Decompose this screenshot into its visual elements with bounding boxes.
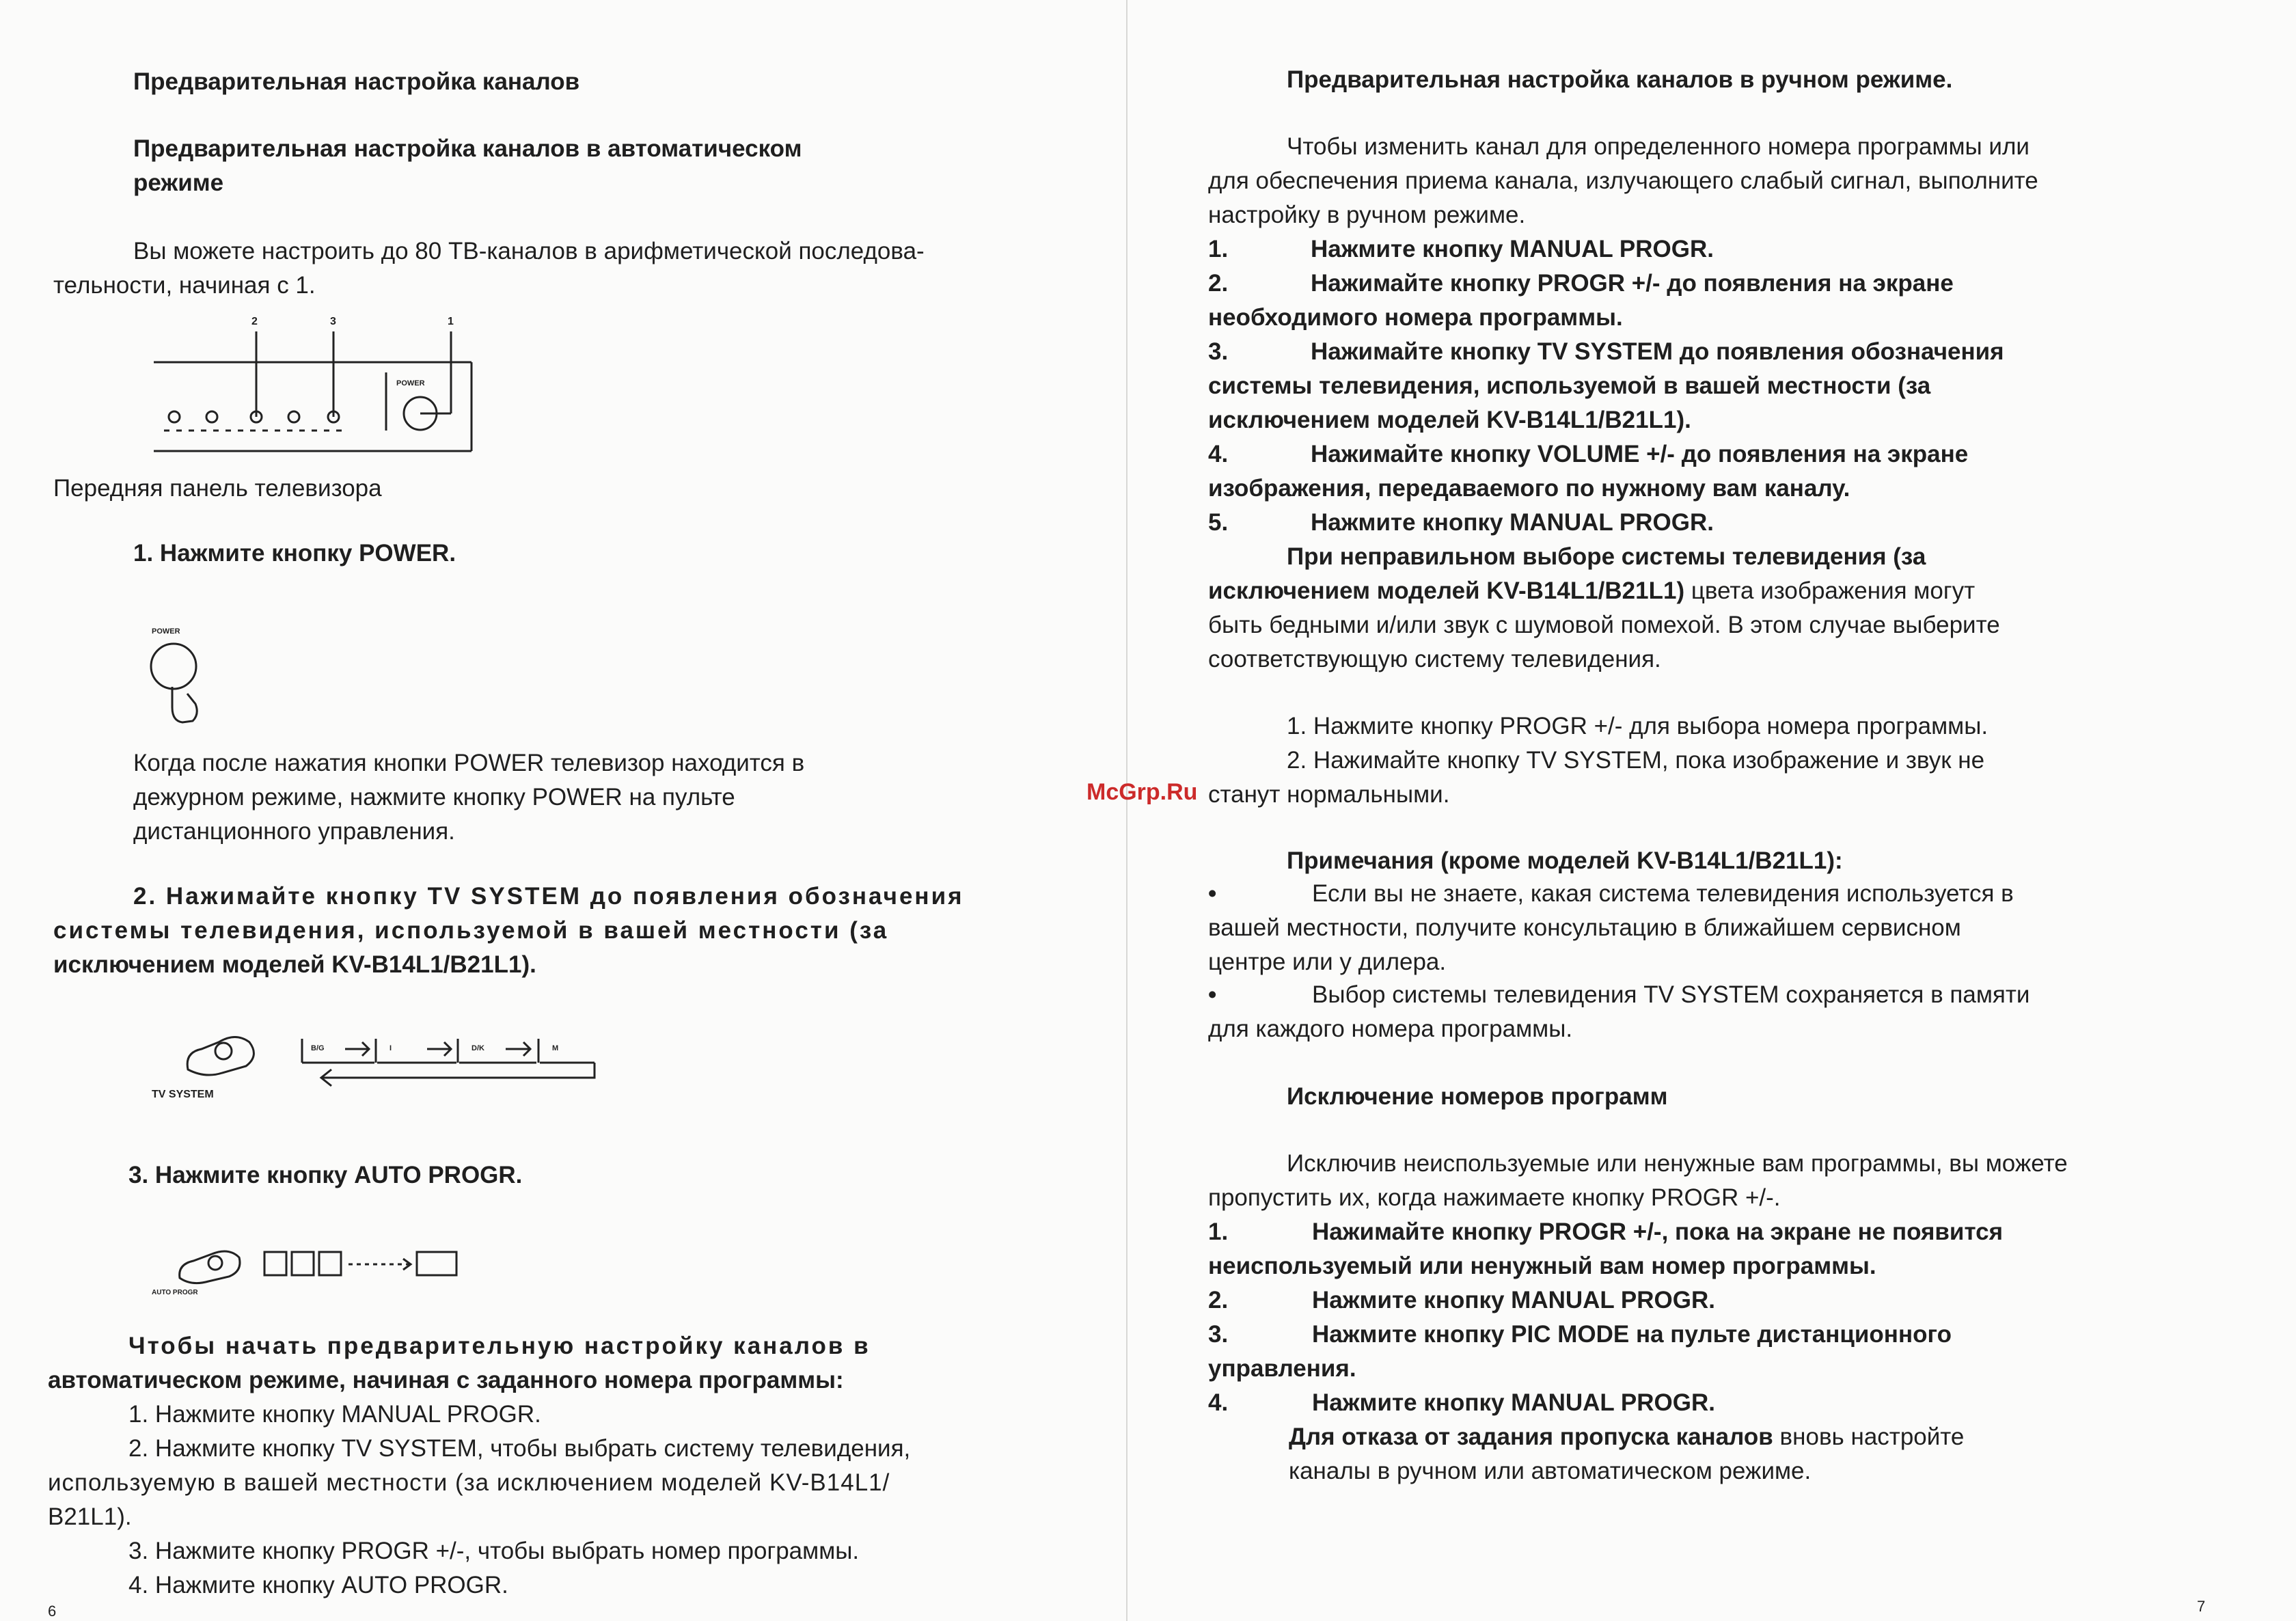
- manual-step-3-cont: системы телевидения, используемой в вашей местности (за: [1208, 372, 1931, 399]
- manual-step-2: 2. Нажмите кнопку TV SYSTEM, чтобы выбрать систему телевидения,: [128, 1435, 911, 1462]
- step-3-heading: 3. Нажмите кнопку AUTO PROGR.: [128, 1162, 523, 1188]
- tv-system-hand-icon: [181, 1032, 263, 1087]
- bullet: •: [1208, 981, 1217, 1008]
- sequence-item-bg: B/G: [311, 1044, 325, 1052]
- manual-step-5: Нажмите кнопку MANUAL PROGR.: [1311, 509, 1714, 536]
- power-button-icon: [145, 639, 206, 728]
- power-note: Когда после нажатия кнопки POWER телевизор находится в: [133, 750, 805, 776]
- manual-step-2-cont: необходимого номера программы.: [1208, 304, 1623, 331]
- manual-step-4-cont: изображения, передаваемого по нужному вам каналу.: [1208, 475, 1850, 502]
- subsection-title-cont: режиме: [133, 169, 224, 196]
- exclusion-step-1-cont: неиспользуемый или ненужный вам номер программы.: [1208, 1253, 1876, 1279]
- step-2-heading-cont2: исключением моделей KV-B14L1/B21L1).: [53, 951, 536, 978]
- step-2-heading-cont: системы телевидения, используемой в вашей местности (за: [53, 917, 889, 944]
- manual-step-4: 4. Нажмите кнопку AUTO PROGR.: [128, 1572, 508, 1598]
- note-2-cont: для каждого номера программы.: [1208, 1016, 1573, 1042]
- auto-progr-hand-icon: [174, 1244, 249, 1292]
- panel-caption: Передняя панель телевизора: [53, 475, 382, 502]
- page-number-right: 7: [2197, 1598, 2206, 1615]
- step-number: 2.: [1208, 270, 1229, 297]
- manual-step-1: 1. Нажмите кнопку MANUAL PROGR.: [128, 1401, 541, 1428]
- subsection-title: Предварительная настройка каналов в автоматическом: [133, 135, 802, 162]
- fix-step-2: 2. Нажимайте кнопку TV SYSTEM, пока изображение и звук не: [1287, 747, 1985, 774]
- warning-text-cont: исключением моделей KV-B14L1/B21L1) цвета изображения могут: [1208, 577, 1976, 604]
- exclusion-step-4: Нажмите кнопку MANUAL PROGR.: [1312, 1389, 1715, 1416]
- manual-step-3: Нажимайте кнопку TV SYSTEM до появления обозначения: [1311, 338, 2004, 365]
- manual-intro: Чтобы изменить канал для определенного номера программы или: [1287, 133, 2030, 160]
- exclusion-title: Исключение номеров программ: [1287, 1083, 1668, 1110]
- power-note-3: дистанционного управления.: [133, 818, 455, 845]
- step-1-heading: 1. Нажмите кнопку POWER.: [133, 540, 456, 567]
- manual-step-2-cont: используемую в вашей местности (за исключением моделей KV-B14L1/: [48, 1469, 890, 1496]
- step-number: 4.: [1208, 441, 1229, 467]
- note-2: Выбор системы телевидения TV SYSTEM сохраняется в памяти: [1312, 981, 2030, 1008]
- fix-step-1: 1. Нажмите кнопку PROGR +/- для выбора номера программы.: [1287, 713, 1988, 739]
- notes-title: Примечания (кроме моделей KV-B14L1/B21L1):: [1287, 847, 1843, 874]
- exclusion-step-1: Нажимайте кнопку PROGR +/-, пока на экране не появится: [1312, 1218, 2004, 1245]
- cancel-text-cont: каналы в ручном или автоматическом режиме.: [1289, 1458, 1812, 1484]
- manual-step-1: Нажмите кнопку MANUAL PROGR.: [1311, 236, 1714, 262]
- left-page: [0, 0, 1128, 1621]
- sequence-item-m: M: [552, 1044, 559, 1052]
- watermark: McGrp.Ru: [1086, 779, 1198, 805]
- intro-text-cont: тельности, начиная с 1.: [53, 272, 316, 299]
- exclusion-intro: Исключив неиспользуемые или ненужные вам программы, вы можете: [1287, 1150, 2068, 1177]
- exclusion-step-3-cont: управления.: [1208, 1355, 1356, 1382]
- manual-intro-cont: для обеспечения приема канала, излучающего слабый сигнал, выполните: [1208, 167, 2038, 194]
- manual-section-title: Предварительная настройка каналов в ручном режиме.: [1287, 66, 1953, 93]
- fix-step-2-cont: станут нормальными.: [1208, 781, 1450, 808]
- manual-step-2-cont2: B21L1).: [48, 1503, 132, 1530]
- warning-text: При неправильном выборе системы телевидения (за: [1287, 543, 1926, 570]
- manual-step-3: 3. Нажмите кнопку PROGR +/-, чтобы выбрать номер программы.: [128, 1538, 860, 1564]
- cancel-text: Для отказа от задания пропуска каналов вновь настройте: [1289, 1424, 1965, 1450]
- step-number: 5.: [1208, 509, 1229, 536]
- sequence-item-dk: D/K: [472, 1044, 484, 1052]
- right-page: [1128, 0, 2296, 1621]
- exclusion-intro-cont: пропустить их, когда нажимаете кнопку PROGR +/-.: [1208, 1184, 1781, 1211]
- step-number: 3.: [1208, 338, 1229, 365]
- step-number: 2.: [1208, 1287, 1229, 1313]
- callout-2: 2: [251, 316, 258, 327]
- auto-progr-display: [263, 1249, 468, 1283]
- step-number: 1.: [1208, 1218, 1229, 1245]
- exclusion-step-2: Нажмите кнопку MANUAL PROGR.: [1312, 1287, 1715, 1313]
- manual-start-intro: Чтобы начать предварительную настройку каналов в: [128, 1333, 871, 1359]
- callout-1: 1: [448, 316, 454, 327]
- panel-power-label: POWER: [396, 379, 425, 387]
- manual-step-4: Нажимайте кнопку VOLUME +/- до появления на экране: [1311, 441, 1969, 467]
- warning-text-cont2: быть бедными и/или звук с шумовой помехой. В этом случае выберите: [1208, 612, 2000, 638]
- bullet: •: [1208, 880, 1217, 907]
- callout-3: 3: [330, 316, 336, 327]
- intro-text: Вы можете настроить до 80 ТВ-каналов в арифметической последова-: [133, 238, 925, 264]
- note-1: Если вы не знаете, какая система телевидения используется в: [1312, 880, 2014, 907]
- auto-progr-label: AUTO PROGR: [152, 1289, 198, 1296]
- note-1-cont: вашей местности, получите консультацию в ближайшем сервисном: [1208, 914, 1961, 941]
- manual-start-intro-cont: автоматическом режиме, начиная с заданного номера программы:: [48, 1367, 844, 1393]
- power-icon-label: POWER: [152, 627, 180, 636]
- power-note-2: дежурном режиме, нажмите кнопку POWER на пульте: [133, 784, 735, 810]
- manual-intro-cont2: настройку в ручном режиме.: [1208, 202, 1526, 228]
- warning-text-cont3: соответствующую систему телевидения.: [1208, 646, 1661, 672]
- sequence-item-i: I: [390, 1044, 392, 1052]
- step-number: 4.: [1208, 1389, 1229, 1416]
- manual-step-2: Нажимайте кнопку PROGR +/- до появления на экране: [1311, 270, 1954, 297]
- note-1-cont2: центре или у дилера.: [1208, 949, 1447, 975]
- tv-system-label: TV SYSTEM: [152, 1089, 214, 1100]
- tv-front-panel-diagram: [150, 314, 485, 458]
- page-number-left: 6: [48, 1603, 57, 1620]
- step-number: 1.: [1208, 236, 1229, 262]
- section-title: Предварительная настройка каналов: [133, 68, 580, 95]
- manual-step-3-cont2: исключением моделей KV-B14L1/B21L1).: [1208, 407, 1691, 433]
- step-2-heading: 2. Нажимайте кнопку TV SYSTEM до появления обозначения: [133, 883, 964, 910]
- exclusion-step-3: Нажмите кнопку PIC MODE на пульте дистанционного: [1312, 1321, 1952, 1348]
- step-number: 3.: [1208, 1321, 1229, 1348]
